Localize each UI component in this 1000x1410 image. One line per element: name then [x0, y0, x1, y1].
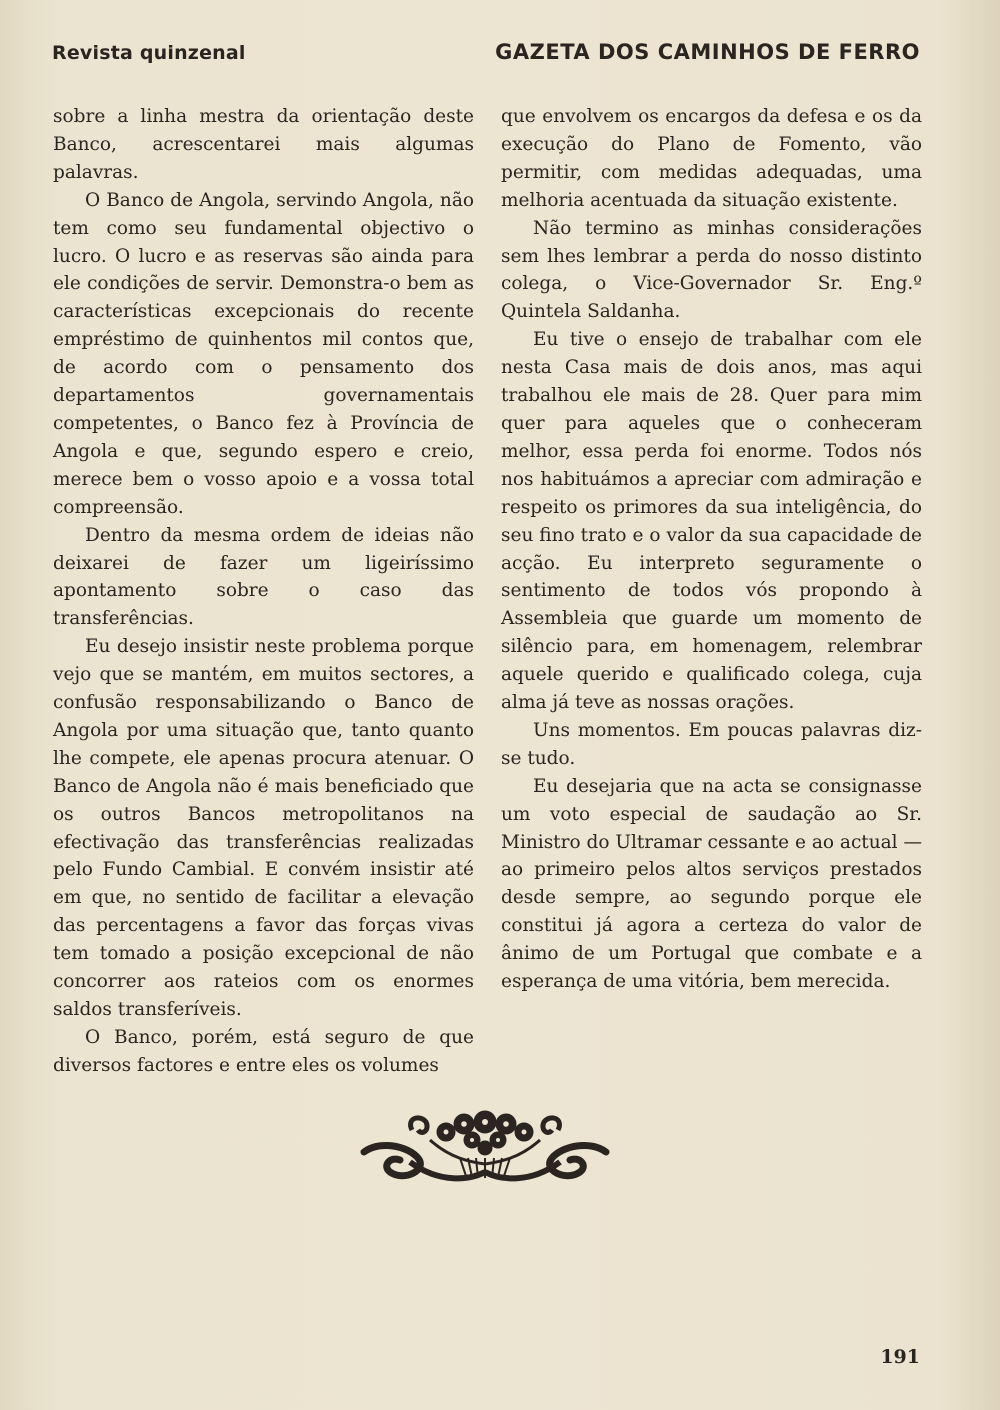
paragraph: Uns momentos. Em poucas palavras diz-se tudo. — [501, 719, 922, 769]
paragraph: Não termino as minhas considerações sem lhes lembrar a perda do nosso distinto colega, o Vice-Governador Sr. Eng.º Quintela Saldanha. — [501, 217, 922, 323]
paragraph: O Banco de Angola, servindo Angola, não tem como seu fundamental objectivo o lucro. O lucro e as reservas são ainda para ele condições de servir. Demonstra-o bem as características excepcionais do recente empréstimo de quinhentos mil contos que, de acordo com o pensamento dos departamentos governamentais competentes, o Banco fez à Província de Angola e que, segundo espero e creio, merece bem o vosso apoio e a vossa total compreensão. — [53, 189, 474, 518]
right-column — [501, 103, 922, 996]
paragraph: sobre a linha mestra da orientação deste Banco, acrescentarei mais algumas palavras. — [53, 106, 474, 183]
floral-ornament-icon — [360, 1110, 610, 1196]
page-number: 191 — [880, 1346, 920, 1368]
paragraph: que envolvem os encargos da defesa e os da execução do Plano de Fomento, vão permitir, com medidas adequadas, uma melhoria acentuada da situação existente. — [501, 106, 922, 211]
paragraph: O Banco, porém, está seguro de que diversos factores e entre eles os volumes — [53, 1026, 474, 1076]
running-head-left: Revista quinzenal — [52, 42, 246, 64]
paragraph: Eu desejaria que na acta se consignasse um voto especial de saudação ao Sr. Ministro do Ultramar cessante e ao actual — ao primeiro pelos altos serviços prestados desde sempre, ao segundo porque ele constitui já agora a certeza do valor de ânimo de um Portugal que combate e a esperança de uma vitória, bem merecida. — [501, 775, 922, 993]
paragraph: Dentro da mesma ordem de ideias não deixarei de fazer um ligeiríssimo apontamento sobre o caso das transferências. — [53, 524, 474, 630]
running-head — [52, 40, 920, 68]
running-head-right: GAZETA DOS CAMINHOS DE FERRO — [495, 40, 920, 64]
paragraph: Eu desejo insistir neste problema porque vejo que se mantém, em muitos sectores, a confusão responsabilizando o Banco de Angola por uma situação que, tanto quanto lhe compete, ele apenas procura atenuar. O Banco de Angola não é mais beneficiado que os outros Bancos metropolitanos na efectivação das transferências realizadas pelo Fundo Cambial. E convém insistir até em que, no sentido de facilitar a elevação das percentagens a favor das forças vivas tem tomado a posição excepcional de não concorrer aos rateios com os enormes saldos transferíveis. — [53, 636, 474, 1020]
left-column — [53, 103, 474, 1080]
paragraph: Eu tive o ensejo de trabalhar com ele nesta Casa mais de dois anos, mas aqui trabalhou ele mais de 28. Quer para mim quer para aqueles que o conheceram melhor, essa perda foi enorme. Todos nós nos habituámos a apreciar com admiração e respeito os primores da sua inteligência, do seu fino trato e o valor da sua capacidade de acção. Eu interpreto seguramente o sentimento de todos vós propondo à Assembleia que guarde um momento de silêncio para, em homenagem, relembrar aquele querido e qualificado colega, cuja alma já teve as nossas orações. — [501, 329, 922, 714]
